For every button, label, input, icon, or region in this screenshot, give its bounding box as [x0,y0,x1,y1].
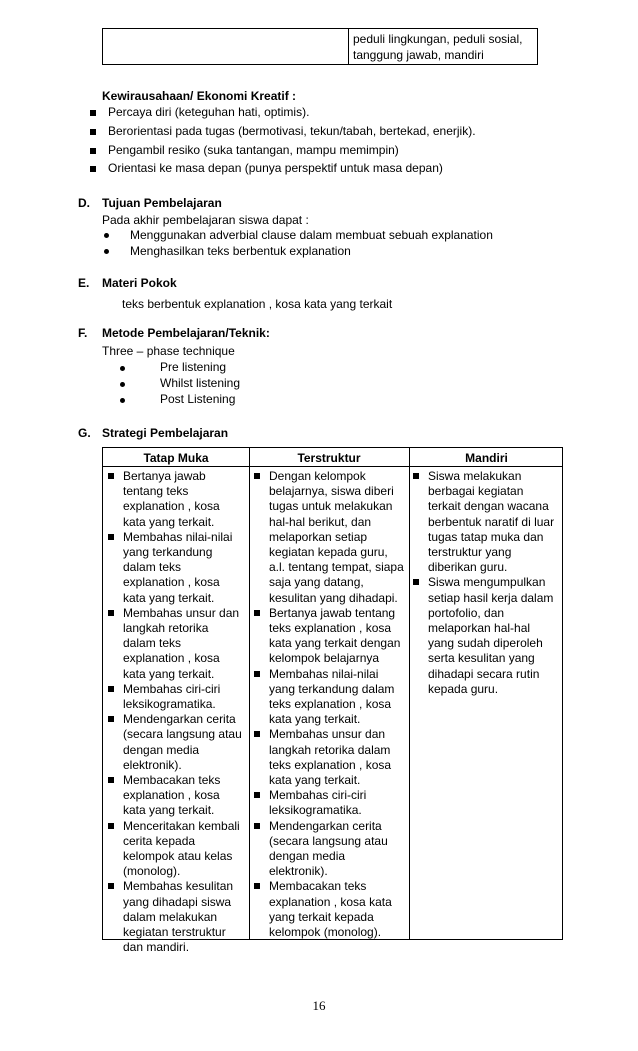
item-line: Siswa melakukan [428,469,522,483]
square-bullet-icon [254,731,260,737]
column-divider [249,448,250,939]
list-item [105,682,248,712]
item-line: Membahas nilai-nilai [123,529,233,544]
item-line: kata yang terkait. [123,514,215,529]
list-item [105,469,248,530]
item-line: kegiatan kepada guru, [269,545,388,560]
square-bullet-icon [108,686,114,692]
section-letter: F. [78,326,88,340]
item-line: Mendengarkan cerita [269,818,382,833]
item-line: a.l. tentang tempat, siapa [269,560,404,575]
section-title: Metode Pembelajaran/Teknik: [102,326,270,340]
item-line: terstruktur yang [428,545,512,560]
item-line: yang dihadapi siswa [123,894,232,909]
section-title: Strategi Pembelajaran [102,426,229,440]
item-line: dan mandiri. [123,940,190,955]
item-line: leksikogramatika. [123,697,216,712]
list-item [251,879,408,940]
item-line: Membahas kesulitan [123,879,234,894]
list-item [251,667,408,728]
column-tatap-muka [105,469,248,956]
round-bullet-icon [104,233,109,238]
item-line: explanation , kosa [123,651,220,666]
list-item [105,530,248,606]
list-item: Orientasi ke masa depan (punya perspektif untuk masa depan) [108,161,443,175]
square-bullet-icon [108,777,114,783]
header-terstruktur: Terstruktur [297,451,361,465]
item-line: Menceritakan kembali [123,818,240,833]
item-line: dalam teks [123,636,182,651]
item-line: berbentuk naratif di luar [428,514,555,529]
square-bullet-icon [90,110,96,116]
item-line: kepada guru. [428,681,499,696]
list-item [105,606,248,682]
section-intro: Three – phase technique [102,344,235,358]
list-item: Menggunakan adverbial clause dalam membuat sebuah explanation [130,228,493,242]
list-item [105,773,248,819]
item-line: kata yang terkait dengan [269,636,401,651]
square-bullet-icon [108,823,114,829]
item-line: Membahas ciri-ciri [269,788,367,803]
square-bullet-icon [108,534,114,540]
column-terstruktur [251,469,408,940]
square-bullet-icon [90,166,96,172]
item-line: belajarnya, siswa diberi [269,484,394,499]
item-line: tentang teks [123,484,189,499]
square-bullet-icon [108,610,114,616]
square-bullet-icon [90,148,96,154]
item-line: yang terkandung [123,545,213,560]
list-item [251,788,408,818]
item-line: Bertanya jawab [123,469,206,483]
item-line: melaporkan hal-hal [428,621,531,636]
item-line: Membacakan teks [123,773,221,788]
list-item [410,575,563,697]
item-line: yang sudah diperoleh [428,636,543,651]
item-line: leksikogramatika. [269,803,362,818]
item-line: melaporkan setiap [269,529,368,544]
item-line: kelompok atau kelas [123,849,233,864]
item-line: kata yang terkait. [269,773,361,788]
square-bullet-icon [254,671,260,677]
item-line: kata yang terkait. [123,803,215,818]
square-bullet-icon [254,792,260,798]
item-line: elektronik). [269,864,328,879]
section-letter: E. [78,276,90,290]
item-line: Bertanya jawab tentang [269,605,396,620]
header-tatap-muka: Tatap Muka [143,451,209,465]
item-line: teks explanation , kosa [269,757,392,772]
item-line: tugas tatap muka dan [428,529,544,544]
item-line: (secara langsung atau [269,833,388,848]
item-line: serta kesulitan yang [428,651,535,666]
list-item [251,727,408,788]
item-line: kegiatan terstruktur [123,925,226,940]
section-letter: D. [78,196,90,210]
square-bullet-icon [413,579,419,585]
square-bullet-icon [254,883,260,889]
item-line: kata yang terkait. [269,712,361,727]
round-bullet-icon [120,398,125,403]
item-line: dengan media [269,849,346,864]
item-line: explanation , kosa [123,788,220,803]
page-number: 16 [312,998,326,1013]
round-bullet-icon [120,366,125,371]
item-line: kata yang terkait. [123,666,215,681]
square-bullet-icon [254,610,260,616]
item-line: dengan media [123,742,200,757]
table-divider [348,29,349,64]
item-line: explanation , kosa [123,575,220,590]
list-item [251,606,408,667]
square-bullet-icon [108,716,114,722]
item-line: portofolio, dan [428,605,505,620]
list-item [105,819,248,880]
list-item: Pre listening [160,360,227,374]
item-line: (monolog). [123,864,181,879]
item-line: Siswa mengumpulkan [428,575,546,590]
list-item [410,469,563,575]
section-title: Tujuan Pembelajaran [102,196,222,210]
item-line: Mendengarkan cerita [123,712,236,727]
round-bullet-icon [120,382,125,387]
item-line: Membahas ciri-ciri [123,681,221,696]
round-bullet-icon [104,249,109,254]
list-item [251,469,408,606]
list-item [105,879,248,955]
section-text: teks berbentuk explanation , kosa kata yang terkait [122,297,393,311]
item-line: dalam melakukan [123,909,218,924]
item-line: yang terkandung dalam [269,681,395,696]
column-mandiri [410,469,563,697]
item-line: Membahas unsur dan [123,605,240,620]
square-bullet-icon [254,823,260,829]
item-line: diberikan guru. [428,560,508,575]
item-line: langkah retorika dalam [269,742,391,757]
list-item: Percaya diri (keteguhan hati, optimis). [108,105,310,119]
item-line: teks explanation , kosa [269,621,392,636]
list-item [251,819,408,880]
item-line: Membahas unsur dan [269,727,386,742]
item-line: kata yang terkait. [123,590,215,605]
cell-line: tanggung jawab, mandiri [353,48,484,62]
list-item [105,712,248,773]
item-line: kelompok belajarnya [269,651,380,666]
item-line: terkait dengan wacana [428,499,549,514]
square-bullet-icon [254,473,260,479]
kewirausahaan-heading: Kewirausahaan/ Ekonomi Kreatif : [102,89,297,103]
item-line: dihadapi secara rutin [428,666,540,681]
top-table [102,28,538,65]
item-line: Membahas nilai-nilai [269,666,379,681]
square-bullet-icon [108,883,114,889]
item-line: explanation , kosa kata [269,894,392,909]
item-line: yang terkait kepada [269,909,374,924]
table-cell-right [353,31,535,63]
item-line: cerita kepada [123,833,196,848]
section-title: Materi Pokok [102,276,177,290]
square-bullet-icon [108,473,114,479]
section-letter: G. [78,426,91,440]
list-item: Post Listening [160,392,236,406]
header-divider [103,466,562,467]
item-line: (secara langsung atau [123,727,242,742]
item-line: dalam teks [123,560,182,575]
item-line: Membacakan teks [269,879,367,894]
item-line: tugas untuk melakukan [269,499,393,514]
item-line: hal-hal berikut, dan [269,514,372,529]
item-line: langkah retorika [123,621,209,636]
item-line: explanation , kosa [123,499,220,514]
list-item: Berorientasi pada tugas (bermotivasi, tekun/tabah, bertekad, enerjik). [108,124,476,138]
strategy-table [102,447,563,955]
header-mandiri: Mandiri [465,451,508,465]
item-line: teks explanation , kosa [269,697,392,712]
section-intro: Pada akhir pembelajaran siswa dapat : [102,213,309,227]
item-line: berbagai kegiatan [428,484,524,499]
item-line: kelompok (monolog). [269,925,382,940]
item-line: saja yang datang, [269,575,364,590]
cell-line: peduli lingkungan, peduli sosial, [353,32,523,46]
item-line: kesulitan yang dihadapi. [269,590,398,605]
square-bullet-icon [90,129,96,135]
item-line: setiap hasil kerja dalam [428,590,554,605]
square-bullet-icon [413,473,419,479]
item-line: Dengan kelompok [269,469,366,483]
list-item: Pengambil resiko (suka tantangan, mampu memimpin) [108,143,399,157]
item-line: elektronik). [123,757,182,772]
list-item: Whilst listening [160,376,241,390]
list-item: Menghasilkan teks berbentuk explanation [130,244,351,258]
